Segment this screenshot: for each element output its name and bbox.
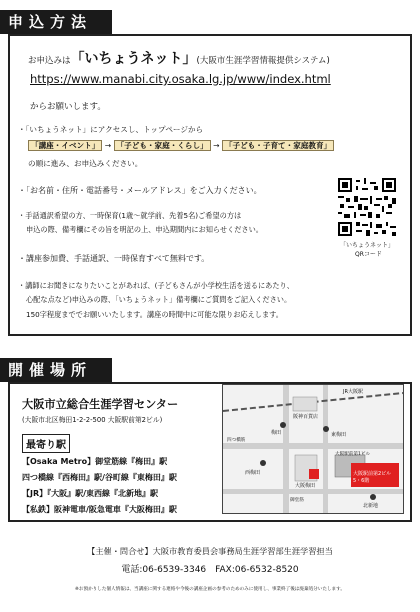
venue-address: (大阪市北区梅田1-2-2-500 大阪駅前第2ビル) xyxy=(22,416,163,424)
qr-code-icon[interactable] xyxy=(338,178,396,236)
map-label-yotsubashi: 四つ橋筋 xyxy=(227,438,246,443)
step-free: ・講座参加費、手話通訳、一時保育すべて無料です。 xyxy=(18,254,210,263)
step-input: ・「お名前・住所・電話番号・メールアドレス」をご入力ください。 xyxy=(18,186,262,195)
step-access: ・「いちょうネット」にアクセスし、トップページから xyxy=(18,125,204,134)
step-interpreter-2: 申込の際、備考欄にその旨を明記の上、申込期間内にお知らせください。 xyxy=(26,225,263,234)
step-interpreter-1: ・手話通訳希望の方、一時保育(1歳～就学前、先着5名)ご希望の方は xyxy=(18,211,242,220)
step-access-end: の順に進み、お申込みください。 xyxy=(28,159,143,168)
system-name: 「いちょうネット」 xyxy=(70,51,197,67)
qr-label-2: QRコード xyxy=(355,251,382,258)
contact-numbers: 電話:06-6539-3346 FAX:06-6532-8520 xyxy=(121,565,299,575)
section-heading-venue: 開催場所 xyxy=(0,358,112,382)
station-jr: 【JR】『大阪』駅/東西線『北新地』駅 xyxy=(22,489,159,498)
step-question-3: 150字程度まででお願いいたします。講座の時間中に可能な限りお応えします。 xyxy=(26,310,283,319)
map-label-umeda: 梅田 xyxy=(271,430,282,436)
station-private: 【私鉄】阪神電車/阪急電車『大阪梅田』駅 xyxy=(22,505,177,514)
qr-label-1: 「いちょうネット」 xyxy=(340,242,395,249)
website-url[interactable]: https://www.manabi.city.osaka.lg.jp/www/index.html xyxy=(30,72,331,86)
section-heading-apply: 申込方法 xyxy=(0,10,112,34)
station-metro-1: 【Osaka Metro】御堂筋線『梅田』駅 xyxy=(22,457,168,466)
map-label-building: 大阪駅前第2ビル 5・6階 xyxy=(353,471,392,484)
venue-name: 大阪市立総合生涯学習センター xyxy=(22,398,179,411)
nav-item-events: 「講座・イベント」 xyxy=(28,140,102,151)
map-label-midosuji: 御堂筋 xyxy=(290,498,304,503)
map-label-higashi-umeda: 東梅田 xyxy=(331,432,347,438)
privacy-note: ※お預かりした個人情報は、当講座に関する連絡や今後の講座企画の参考のためのみに使用し、事業終了後は廃棄処分いたします。 xyxy=(75,587,345,592)
nav-item-childcare: 「子ども・子育て・家庭教育」 xyxy=(222,140,334,151)
venue-map[interactable] xyxy=(222,384,404,514)
station-metro-2: 四つ橋線『西梅田』駅/谷町線『東梅田』駅 xyxy=(22,473,177,482)
step-question-2: 心配な点など)申込みの際、「いちょうネット」備考欄にご質問をご記入ください。 xyxy=(26,295,292,304)
apply-intro: お申込みは「いちょうネット」(大阪市生涯学習情報提供システム) xyxy=(28,51,330,67)
map-label-jr: JR大阪駅 xyxy=(343,389,363,395)
map-label-hanshin: 阪神百貨店 xyxy=(293,414,319,420)
nav-item-family: 「子ども・家庭・くらし」 xyxy=(114,140,211,151)
map-label-kitashinchi: 北新地 xyxy=(363,503,379,509)
organizer: 【主催・問合せ】大阪市教育委員会事務局生涯学習部生涯学習担当 xyxy=(87,546,333,556)
nav-path: 「講座・イベント」 → 「子ども・家庭・くらし」 → 「子ども・子育て・家庭教育」 xyxy=(28,140,334,151)
map-label-hanshin-umeda: 大阪梅田 xyxy=(295,483,316,489)
url-after-text: からお願いします。 xyxy=(30,102,106,112)
map-label-daiichi: 大阪駅前第1ビル xyxy=(335,452,371,457)
nearest-station-label: 最寄り駅 xyxy=(22,434,70,453)
step-question-1: ・講師にお聞きになりたいことがあれば、(子どもさんが小学校生活を送るにあたり、 xyxy=(18,281,294,290)
map-label-nishi-umeda: 西梅田 xyxy=(245,470,261,476)
